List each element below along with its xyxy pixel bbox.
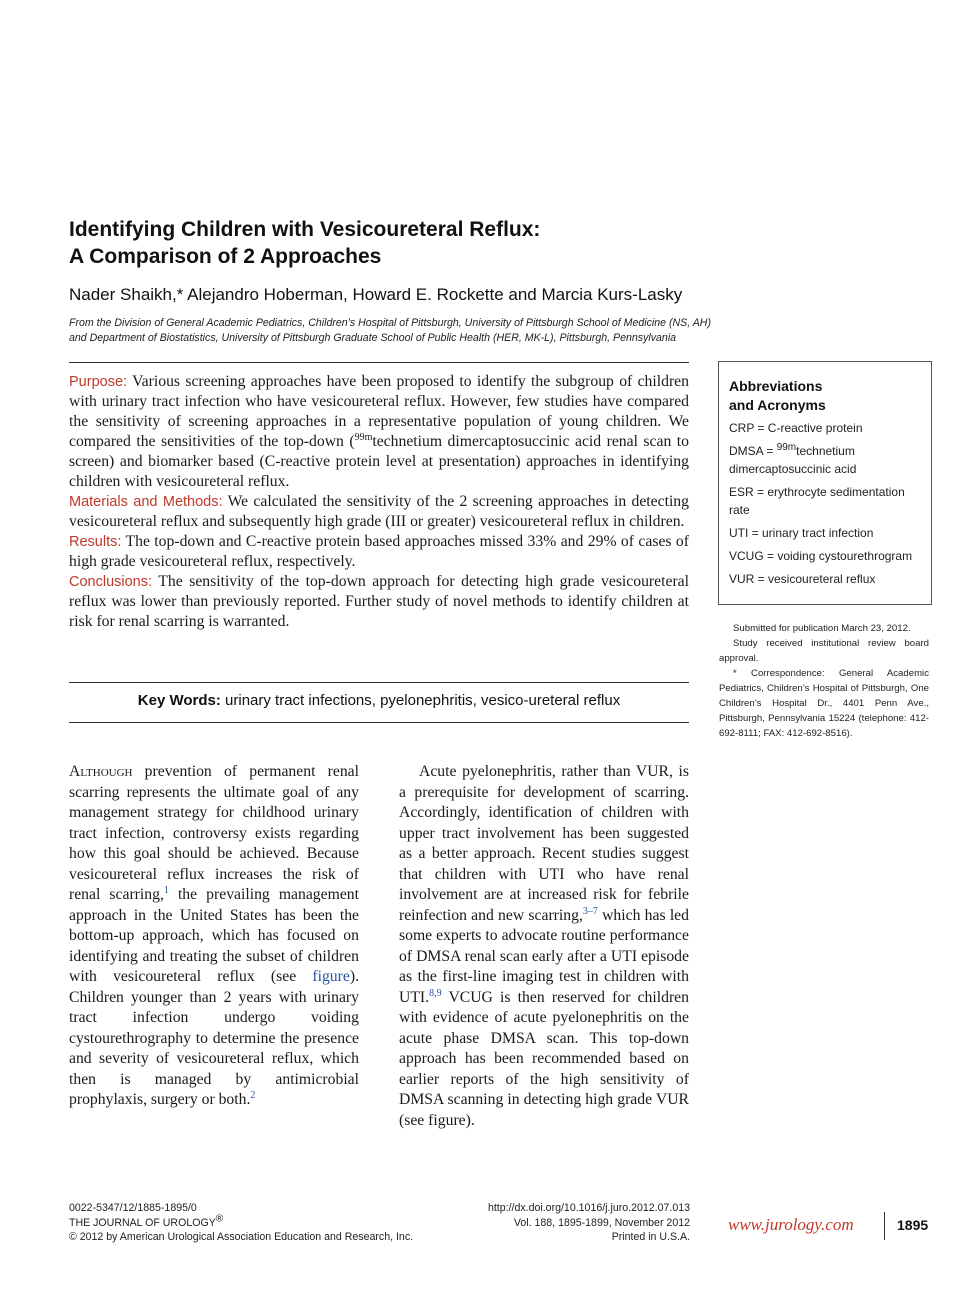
conclusions-label: Conclusions: — [69, 574, 153, 590]
reference-link[interactable]: 2 — [250, 1089, 256, 1101]
submitted-note: Submitted for publication March 23, 2012. — [733, 623, 911, 634]
reference-link[interactable]: 1 — [163, 884, 169, 896]
purpose-text-a: Various screening approaches have been proposed to identify the subgroup of children with urinary tract infection who have vesicoureteral reflux. However, few studies have compared the sensitivity of screening approaches in a representative population of young children. We compared the sensitivities of the top-down ( — [69, 373, 689, 450]
abbreviation-item: CRP = C-reactive protein — [729, 421, 863, 435]
title-line-1: Identifying Children with Vesicoureteral Reflux: — [69, 218, 541, 241]
abbreviation-item: UTI = urinary tract infection — [729, 526, 874, 540]
author-list: Nader Shaikh,* Alejandro Hoberman, Howard E. Rockette and Marcia Kurs-Lasky — [69, 285, 683, 304]
footer-doi[interactable]: http://dx.doi.org/10.1016/j.juro.2012.07.013 — [487, 1202, 690, 1214]
body-column-1 — [69, 762, 359, 1111]
abbreviation-item — [729, 442, 921, 478]
body-text: the prevailing management approach in the United States has been the bottom-up approach, which has focused on identifying and treating the subset of children with vesicoureteral reflux (see — [69, 886, 359, 985]
keywords-text: urinary tract infections, pyelonephritis, vesico-ureteral reflux — [225, 692, 621, 709]
reference-link[interactable]: 8,9 — [429, 987, 442, 999]
footer-copyright: © 2012 by American Urological Association Education and Research, Inc. — [69, 1231, 414, 1243]
abbreviation-superscript: 99m — [776, 442, 797, 453]
lead-word: Although — [69, 763, 133, 780]
abbreviation-item: ESR = erythrocyte sedimentation rate — [729, 485, 905, 517]
abbreviation-item: VCUG = voiding cystourethrogram — [729, 549, 913, 563]
abbreviation-term: DMSA = — [729, 444, 777, 458]
affiliation-line-2: and Department of Biostatistics, University of Pittsburgh Graduate School of Public Health (HER, MK-L), Pittsburgh, Pennsylvania — [69, 332, 677, 344]
affiliation — [69, 316, 809, 346]
footer-printed: Printed in U.S.A. — [611, 1231, 690, 1243]
abstract-conclusions — [69, 572, 689, 632]
footer-volume: Vol. 188, 1895-1899, November 2012 — [513, 1216, 690, 1229]
journal-name: THE JOURNAL OF UROLOGY — [69, 1216, 216, 1229]
body-text: VCUG is then reserved for children with evidence of acute pyelonephritis on the acute phase DMSA scan. This top-down approach has been recommended based on earlier reports of the high sensitivity of DMSA scanning in detecting high grade VUR (see figure). — [399, 988, 689, 1129]
body-text: ). Children younger than 2 years with urinary tract infection undergo voiding cystourethrography to determine the presence and severity of vesicoureteral reflux, which then is managed by antimicrobial prophylaxis, surgery or both. — [69, 968, 359, 1108]
footer-journal — [69, 1212, 489, 1231]
body-paragraph — [399, 762, 689, 1131]
footer-publication-info — [69, 1201, 489, 1245]
figure-link[interactable]: figure — [312, 968, 350, 985]
purpose-label: Purpose: — [69, 374, 128, 390]
body-text: Acute pyelonephritis, rather than VUR, is a prerequisite for development of scarring. Accordingly, identification of children with upper tract involvement has been suggested as a better approach. Recent studies suggest that children with UTI who have renal involvement are at increased risk for febrile reinfection and new scarring, — [399, 763, 689, 924]
abstract-purpose — [69, 372, 689, 492]
irb-note: Study received institutional review board approval. — [719, 638, 929, 664]
article-title — [69, 216, 769, 270]
body-text: which has led some experts to advocate routine performance of DMSA renal scan early after a UTI episode as the first-line imaging test in children with UTI. — [399, 906, 689, 1006]
keywords — [69, 692, 689, 709]
footer-citation — [440, 1201, 690, 1245]
results-text: The top-down and C-reactive protein based approaches missed 33% and 29% of cases of high grade vesicoureteral reflux, respectively. — [69, 533, 689, 570]
abstract-methods — [69, 492, 689, 532]
reference-link[interactable]: 3–7 — [582, 905, 598, 917]
footer-separator — [884, 1212, 885, 1240]
results-label: Results: — [69, 534, 122, 550]
conclusions-text: The sensitivity of the top-down approach for detecting high grade vesicoureteral reflux was lower than previously reported. Further study of novel methods to identify children at risk for renal scarring is warranted. — [69, 573, 689, 630]
page-number: 1895 — [897, 1217, 929, 1233]
methods-label: Materials and Methods: — [69, 494, 223, 510]
purpose-superscript: 99m — [354, 431, 373, 443]
keywords-top-rule — [69, 682, 689, 683]
abstract-results — [69, 532, 689, 572]
abstract — [69, 372, 689, 632]
title-line-2: A Comparison of 2 Approaches — [69, 245, 382, 268]
abbreviations-title-line-1: Abbreviations — [729, 378, 823, 394]
keywords-bottom-rule — [69, 722, 689, 723]
keywords-label: Key Words: — [137, 692, 221, 709]
abbreviations-title-line-2: and Acronyms — [729, 397, 826, 413]
abstract-top-rule — [69, 362, 689, 363]
body-paragraph — [69, 762, 359, 1111]
correspondence-note: * Correspondence: General Academic Pediatrics, Children’s Hospital of Pittsburgh, One Children’s Hospital Dr., 4401 Penn Ave., Pittsburgh, Pennsylvania 15224 (telephone: 412-692-8111; FAX: 412-692-8516). — [719, 668, 929, 739]
purpose-text-b: technetium dimercaptosuccinic acid renal scan to screen) and biomarker based (C-reactive protein level at presentation) approaches in identifying children with vesicoureteral reflux. — [69, 433, 689, 490]
body-text: prevention of permanent renal scarring represents the ultimate goal of any management strategy for childhood urinary tract infection, controversy exists regarding how this goal should be achieved. Because vesicoureteral reflux increases the risk of renal scarring, — [69, 763, 359, 903]
abbreviations-box — [718, 361, 932, 605]
footer-issn: 0022-5347/12/1885-1895/0 — [69, 1202, 197, 1214]
article-notes — [719, 621, 929, 741]
registered-mark: ® — [215, 1212, 224, 1224]
affiliation-line-1: From the Division of General Academic Pediatrics, Children’s Hospital of Pittsburgh, University of Pittsburgh School of Medicine (NS, AH) — [69, 317, 711, 329]
abbreviation-definition: technetium dimercaptosuccinic acid — [729, 444, 857, 476]
methods-text: We calculated the sensitivity of the 2 screening approaches in detecting vesicoureteral reflux and subsequently high grade (III or greater) vesicoureteral reflux in children. — [69, 493, 689, 530]
body-column-2 — [399, 762, 689, 1131]
journal-website-link[interactable]: www.jurology.com — [728, 1215, 854, 1234]
abbreviation-item: VUR = vesicoureteral reflux — [729, 572, 876, 586]
abbreviations-title — [729, 377, 921, 415]
